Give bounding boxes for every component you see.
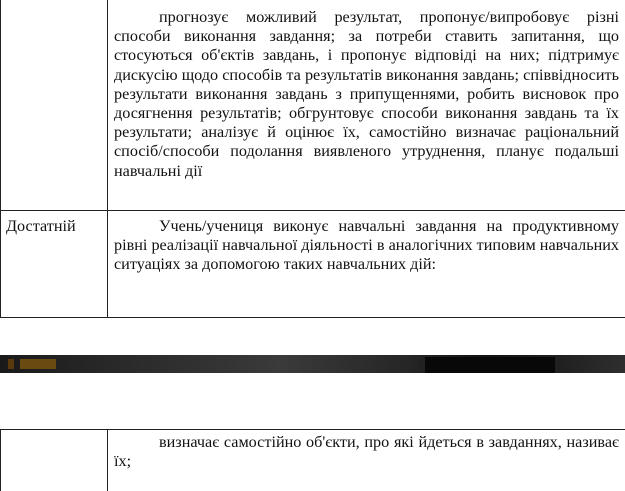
criteria-text-sufficient: Учень/учениця виконує навчальні завдання на продуктивному рівні реалізації навчальної діяльності в аналогічних типовим навчальних ситуаціях за допомогою таких навчальних дій: [114,217,619,274]
column-divider-2 [107,429,108,491]
table-top-border [0,429,625,430]
band-mark-small [8,359,14,369]
column-divider [107,0,108,318]
table-bottom-border [0,317,625,318]
band-shadow [425,357,555,373]
row-divider [0,210,625,211]
band-mark-accent [20,359,56,369]
rubric-table-bottom [0,429,625,491]
criteria-text-continuation: прогнозує можливий результат, пропонує/випробовує різні способи виконання завдання; за потреби ставить запитання, що стосуються об'єктів завдань, і пропонує відповіді на них; підтримує дискусію щодо способів та результатів виконання завдань; співвідносить результати виконання завдань з припущеннями, робить висновок про досягнення результатів; обгрунтовує способи виконання завдань та їх результати; аналізує й оцінює їх, самостійно визначає раціональний спосіб/способи подолання виявленого утруднення, планує подальші навчальні дії [114,8,619,180]
level-label-sufficient: Достатній [6,217,76,235]
table-left-border [0,0,1,318]
criteria-text-bottom: визначає самостійно об'єкти, про які йдеться в завданнях, називає їх; [114,433,619,471]
table-left-border-2 [0,429,1,491]
